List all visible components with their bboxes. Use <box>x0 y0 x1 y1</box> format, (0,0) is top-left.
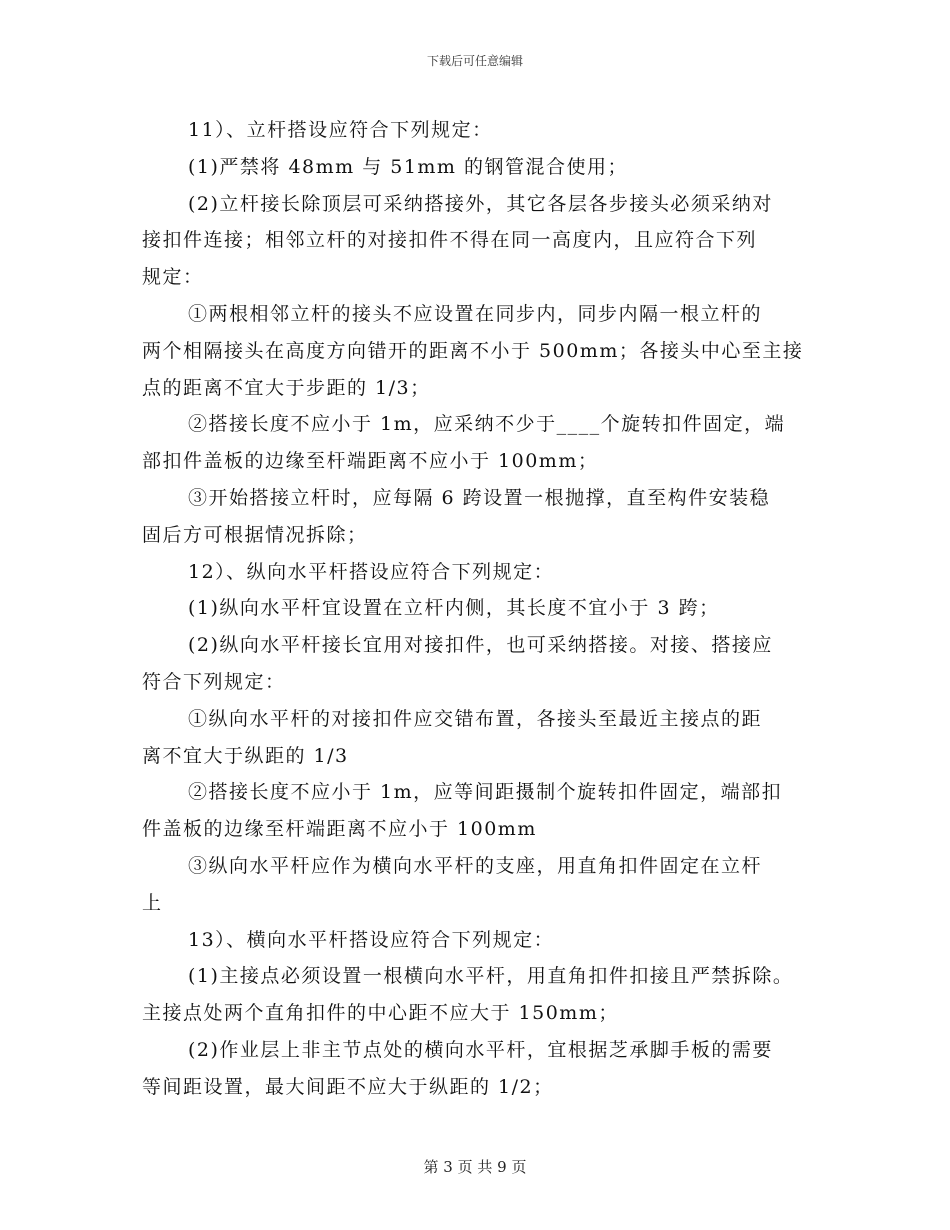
text-line: 规定： <box>142 266 204 289</box>
text-line: (2)纵向水平杆接长宜用对接扣件，也可采纳搭接。对接、搭接应 <box>188 634 773 657</box>
text-line: 等间距设置，最大间距不应大于纵距的 1/2； <box>142 1075 554 1098</box>
text-line: 符合下列规定： <box>142 670 286 693</box>
text-line: (1)严禁将 48mm 与 51mm 的钢管混合使用； <box>188 155 628 178</box>
text-line: 离不宜大于纵距的 1/3 <box>142 744 349 767</box>
text-line: ③纵向水平杆应作为横向水平杆的支座，用直角扣件固定在立杆 <box>188 854 763 877</box>
text-line: 13）、横向水平杆搭设应符合下列规定： <box>188 928 555 951</box>
text-line: 12）、纵向水平杆搭设应符合下列规定： <box>188 560 555 583</box>
text-line: 点的距离不宜大于步距的 1/3； <box>142 376 431 399</box>
text-line: (1)主接点必须设置一根横向水平杆，用直角扣件扣接且严禁拆除。 <box>188 965 794 988</box>
text-line: ③开始搭接立杆时，应每隔 6 跨设置一根抛撑，直至构件安装稳 <box>188 486 771 509</box>
text-line: 两个相隔接头在高度方向错开的距离不小于 500mm；各接头中心至主接 <box>142 339 804 362</box>
text-line: 件盖板的边缘至杆端距离不应小于 100mm <box>142 818 537 841</box>
text-line: 上 <box>142 891 163 914</box>
page-header: 下载后可任意编辑 <box>426 54 523 68</box>
page-footer: 第 3 页 共 9 页 <box>423 1158 527 1176</box>
text-line: (2)作业层上非主节点处的横向水平杆，宜根据芝承脚手板的需要 <box>188 1038 773 1061</box>
text-line: 固后方可根据情况拆除； <box>142 523 368 546</box>
text-line: (1)纵向水平杆宜设置在立杆内侧，其长度不宜小于 3 跨； <box>188 597 720 620</box>
document-body <box>140 112 815 1106</box>
text-line: 11）、立杆搭设应符合下列规定： <box>188 119 493 141</box>
text-line: 部扣件盖板的边缘至杆端距离不应小于 100mm； <box>142 450 599 473</box>
text-line: ②搭接长度不应小于 1m，应等间距摄制个旋转扣件固定，端部扣 <box>188 781 783 804</box>
text-line: ①两根相邻立杆的接头不应设置在同步内，同步内隔一根立杆的 <box>188 302 763 325</box>
text-line: ①纵向水平杆的对接扣件应交错布置，各接头至最近主接点的距 <box>188 707 763 730</box>
text-line: (2)立杆接长除顶层可采纳搭接外，其它各层各步接头必须采纳对 <box>188 192 773 215</box>
text-line: ②搭接长度不应小于 1m，应采纳不少于____个旋转扣件固定，端 <box>188 413 786 436</box>
text-line: 主接点处两个直角扣件的中心距不应大于 150mm； <box>142 1002 619 1025</box>
text-line: 接扣件连接；相邻立杆的对接扣件不得在同一高度内，且应符合下列 <box>142 229 758 252</box>
